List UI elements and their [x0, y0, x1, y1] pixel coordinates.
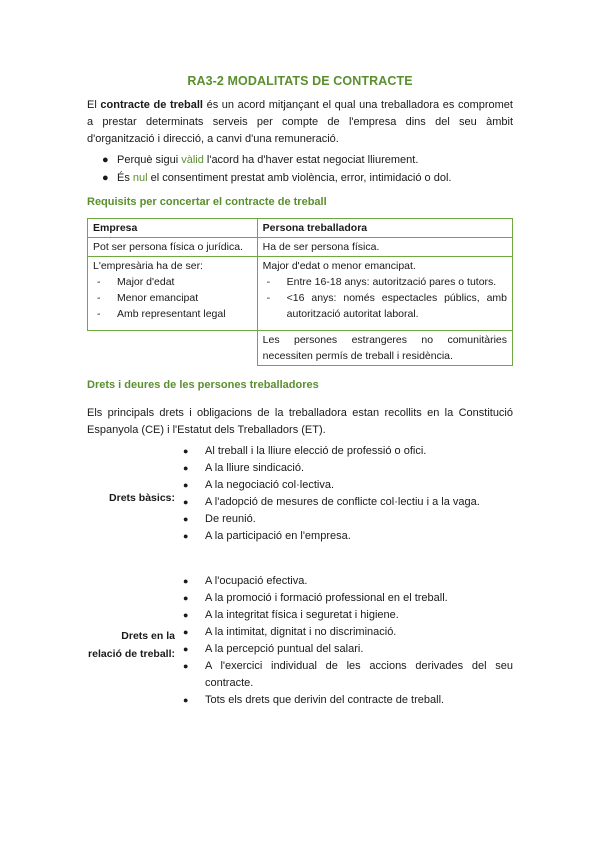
intro-before: El — [87, 99, 101, 111]
bullet-text: És nul el consentiment prestat amb violència, error, intimidació o dol. — [117, 171, 452, 184]
list-item: - <16 anys: només espectacles públics, amb autorització autoritat laboral. — [266, 292, 507, 320]
cell-title: Major d'edat o menor emancipat. — [262, 260, 416, 272]
basic-rights-section — [87, 443, 513, 553]
list-item: ● A l'ocupació efectiva. — [181, 573, 513, 590]
cell-persona-requirements — [257, 257, 512, 331]
bullet-icon: ● — [183, 463, 189, 473]
list-item: ● A la percepció puntual del salari. — [181, 641, 513, 658]
bullet-icon: ● — [102, 171, 109, 184]
bullet-icon: ● — [183, 497, 189, 507]
cell-empresa-requirements — [88, 257, 258, 331]
list-item: ● A la intimitat, dignitat i no discriminació. — [181, 624, 513, 641]
list-item: ● Al treball i la lliure elecció de professió o ofici. — [181, 443, 513, 460]
header-empresa: Empresa — [88, 219, 258, 238]
rights-intro: Els principals drets i obligacions de la treballadora estan recollits en la Constitució Espanyola (CE) i l'Estatut dels Treballadors (ET). — [87, 407, 513, 436]
bullet-icon: ● — [183, 661, 189, 671]
list-item: ● De reunió. — [181, 511, 513, 528]
bullet-icon: ● — [183, 695, 189, 705]
list-item: - Amb representant legal — [97, 308, 226, 320]
list-item: - Entre 16-18 anys: autorització pares o tutors. — [266, 276, 497, 288]
work-rights-label: Drets en la relació de treball: — [88, 630, 175, 660]
bullet-icon: ● — [183, 446, 189, 456]
rights-heading: Drets i deures de les persones treballadores — [87, 379, 319, 391]
cell-foreigners: Les persones estrangeres no comunitàries necessiten permís de treball i residència. — [257, 331, 512, 366]
basic-rights-list — [181, 443, 513, 545]
table-row — [88, 257, 513, 331]
bullet-item — [87, 170, 517, 188]
list-item: ● A la participació en l'empresa. — [181, 528, 513, 545]
list-item: ● A la lliure sindicació. — [181, 460, 513, 477]
intro-bold-term: contracte de treball — [100, 99, 203, 111]
intro-after: és un acord mitjançant el qual una treballadora es compromet a prestar determinats serveis per compte de l'empresa dins del seu àmbit d'organització i direcció, a canvi d'una remuneració. — [87, 99, 513, 145]
list-item: - Menor emancipat — [97, 292, 199, 304]
list-item: ● A la promoció i formació professional en el treball. — [181, 590, 513, 607]
bullet-icon: ● — [183, 627, 189, 637]
basic-rights-label: Drets bàsics: — [109, 492, 175, 504]
list-item: ● Tots els drets que derivin del contracte de treball. — [181, 692, 513, 709]
bullet-icon: ● — [183, 593, 189, 603]
empty-cell — [88, 331, 258, 366]
bullet-icon: ● — [183, 644, 189, 654]
bullet-text: Perquè sigui vàlid l'acord ha d'haver estat negociat lliurement. — [117, 154, 419, 166]
page-title: RA3-2 MODALITATS DE CONTRACTE — [187, 74, 413, 88]
bullet-icon: ● — [183, 610, 189, 620]
cell-empresa-type: Pot ser persona física o jurídica. — [88, 238, 258, 257]
list-item: ● A l'exercici individual de les accions derivades del seu contracte. — [181, 658, 513, 692]
list-item: - Major d'edat — [97, 276, 175, 288]
work-rights-list — [181, 573, 513, 709]
bullet-icon: ● — [102, 154, 109, 166]
header-persona: Persona treballadora — [257, 219, 512, 238]
table-row — [88, 331, 513, 366]
intro-paragraph — [87, 97, 513, 148]
bullet-item — [87, 152, 517, 170]
validity-bullets — [87, 152, 517, 187]
list-item: ● A la integritat física i seguretat i higiene. — [181, 607, 513, 624]
bullet-icon: ● — [183, 480, 189, 490]
requirements-table — [87, 218, 513, 366]
work-rights-section — [87, 573, 513, 713]
cell-persona-type: Ha de ser persona física. — [257, 238, 512, 257]
bullet-icon: ● — [183, 576, 189, 586]
bullet-icon: ● — [183, 531, 189, 541]
table-row — [88, 238, 513, 257]
list-item: ● A l'adopció de mesures de conflicte col·lectiu i a la vaga. — [181, 494, 513, 511]
list-item: ● A la negociació col·lectiva. — [181, 477, 513, 494]
cell-title: L'empresària ha de ser: — [93, 260, 203, 272]
bullet-icon: ● — [183, 514, 189, 524]
table-header-row — [88, 219, 513, 238]
requirements-heading: Requisits per concertar el contracte de treball — [87, 196, 327, 208]
